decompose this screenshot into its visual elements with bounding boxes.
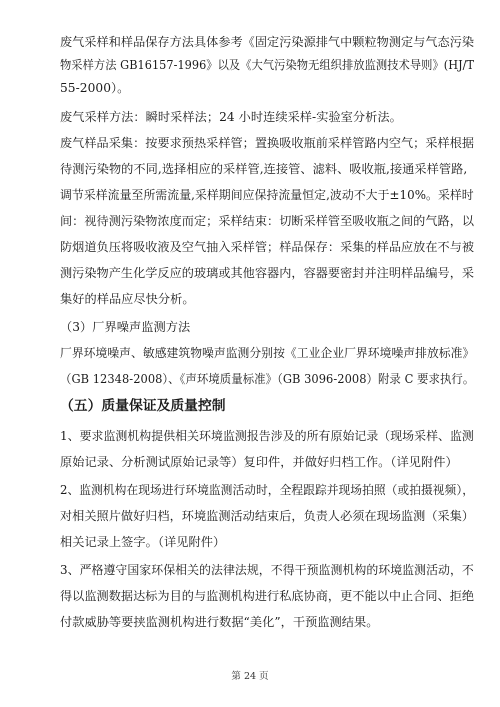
paragraph-line: 测污染物产生化学反应的玻璃或其他容器内，容器要密封并注明样品编号，采 bbox=[60, 266, 475, 280]
paragraph-line: 得以监测数据达标为目的与监测机构进行私底协商，更不能以中止合同、拒绝 bbox=[60, 589, 475, 603]
paragraph-line: 废气采样方法：瞬时采样法；24 小时连续采样-实验室分析法。 bbox=[60, 110, 402, 124]
page-number: 第 24 页 bbox=[231, 671, 269, 682]
paragraph-line: （GB 12348-2008）、《声环境质量标准》（GB 3096-2008）附录 C 要求执行。 bbox=[60, 372, 475, 386]
paragraph-line: 调节采样流量至所需流量,采样期间应保持流量恒定,波动不大于±10%。采样时 bbox=[60, 188, 474, 202]
paragraph-line: 集好的样品应尽快分析。 bbox=[60, 292, 195, 306]
paragraph-line: 原始记录、分析测试原始记录等）复印件，并做好归档工作。（详见附件） bbox=[60, 455, 458, 469]
subsection-heading: （3）厂界噪声监测方法 bbox=[60, 320, 191, 334]
paragraph-line: 2、监测机构在现场进行环境监测活动时，全程跟踪并现场拍照（或拍摄视频）， bbox=[60, 483, 475, 497]
paragraph-line: 1、要求监测机构提供相关环境监测报告涉及的所有原始记录（现场采样、监测 bbox=[60, 429, 474, 443]
paragraph-line: 物采样方法 GB16157-1996》以及《大气污染物无组织排放监测技术导则》(HJ/T bbox=[60, 58, 475, 72]
paragraph-line: 废气样品采集：按要求预热采样管；置换吸收瓶前采样管路内空气；采样根据 bbox=[60, 136, 475, 150]
paragraph-line: 对相关照片做好归档，环境监测活动结束后，负责人必须在现场监测（采集） bbox=[60, 509, 475, 523]
paragraph-line: 付款威胁等要挟监测机构进行数据“美化”，干预监测结果。 bbox=[60, 615, 379, 629]
paragraph-line: 防烟道负压将吸收液及空气抽入采样管；样品保存：采集的样品应放在不与被 bbox=[60, 240, 475, 254]
paragraph-line: 废气采样和样品保存方法具体参考《固定污染源排气中颗粒物测定与气态污染 bbox=[60, 35, 475, 49]
paragraph-line: 55-2000）。 bbox=[60, 81, 130, 95]
paragraph-line: 待测污染物的不同,选择相应的采样管,连接管、滤料、吸收瓶,接通采样管路, bbox=[60, 162, 468, 176]
paragraph-line: 间：视待测污染物浓度而定；采样结束：切断采样管至吸收瓶之间的气路，以 bbox=[60, 214, 475, 228]
paragraph-line: 相关记录上签字。（详见附件） bbox=[60, 535, 226, 549]
paragraph-line: 3、严格遵守国家环保相关的法律法规，不得干预监测机构的环境监测活动，不 bbox=[60, 563, 474, 577]
paragraph-line: 厂界环境噪声、敏感建筑物噪声监测分别按《工业企业厂界环境噪声排放标准》 bbox=[60, 346, 475, 360]
section-heading: （五）质量保证及质量控制 bbox=[60, 398, 226, 414]
